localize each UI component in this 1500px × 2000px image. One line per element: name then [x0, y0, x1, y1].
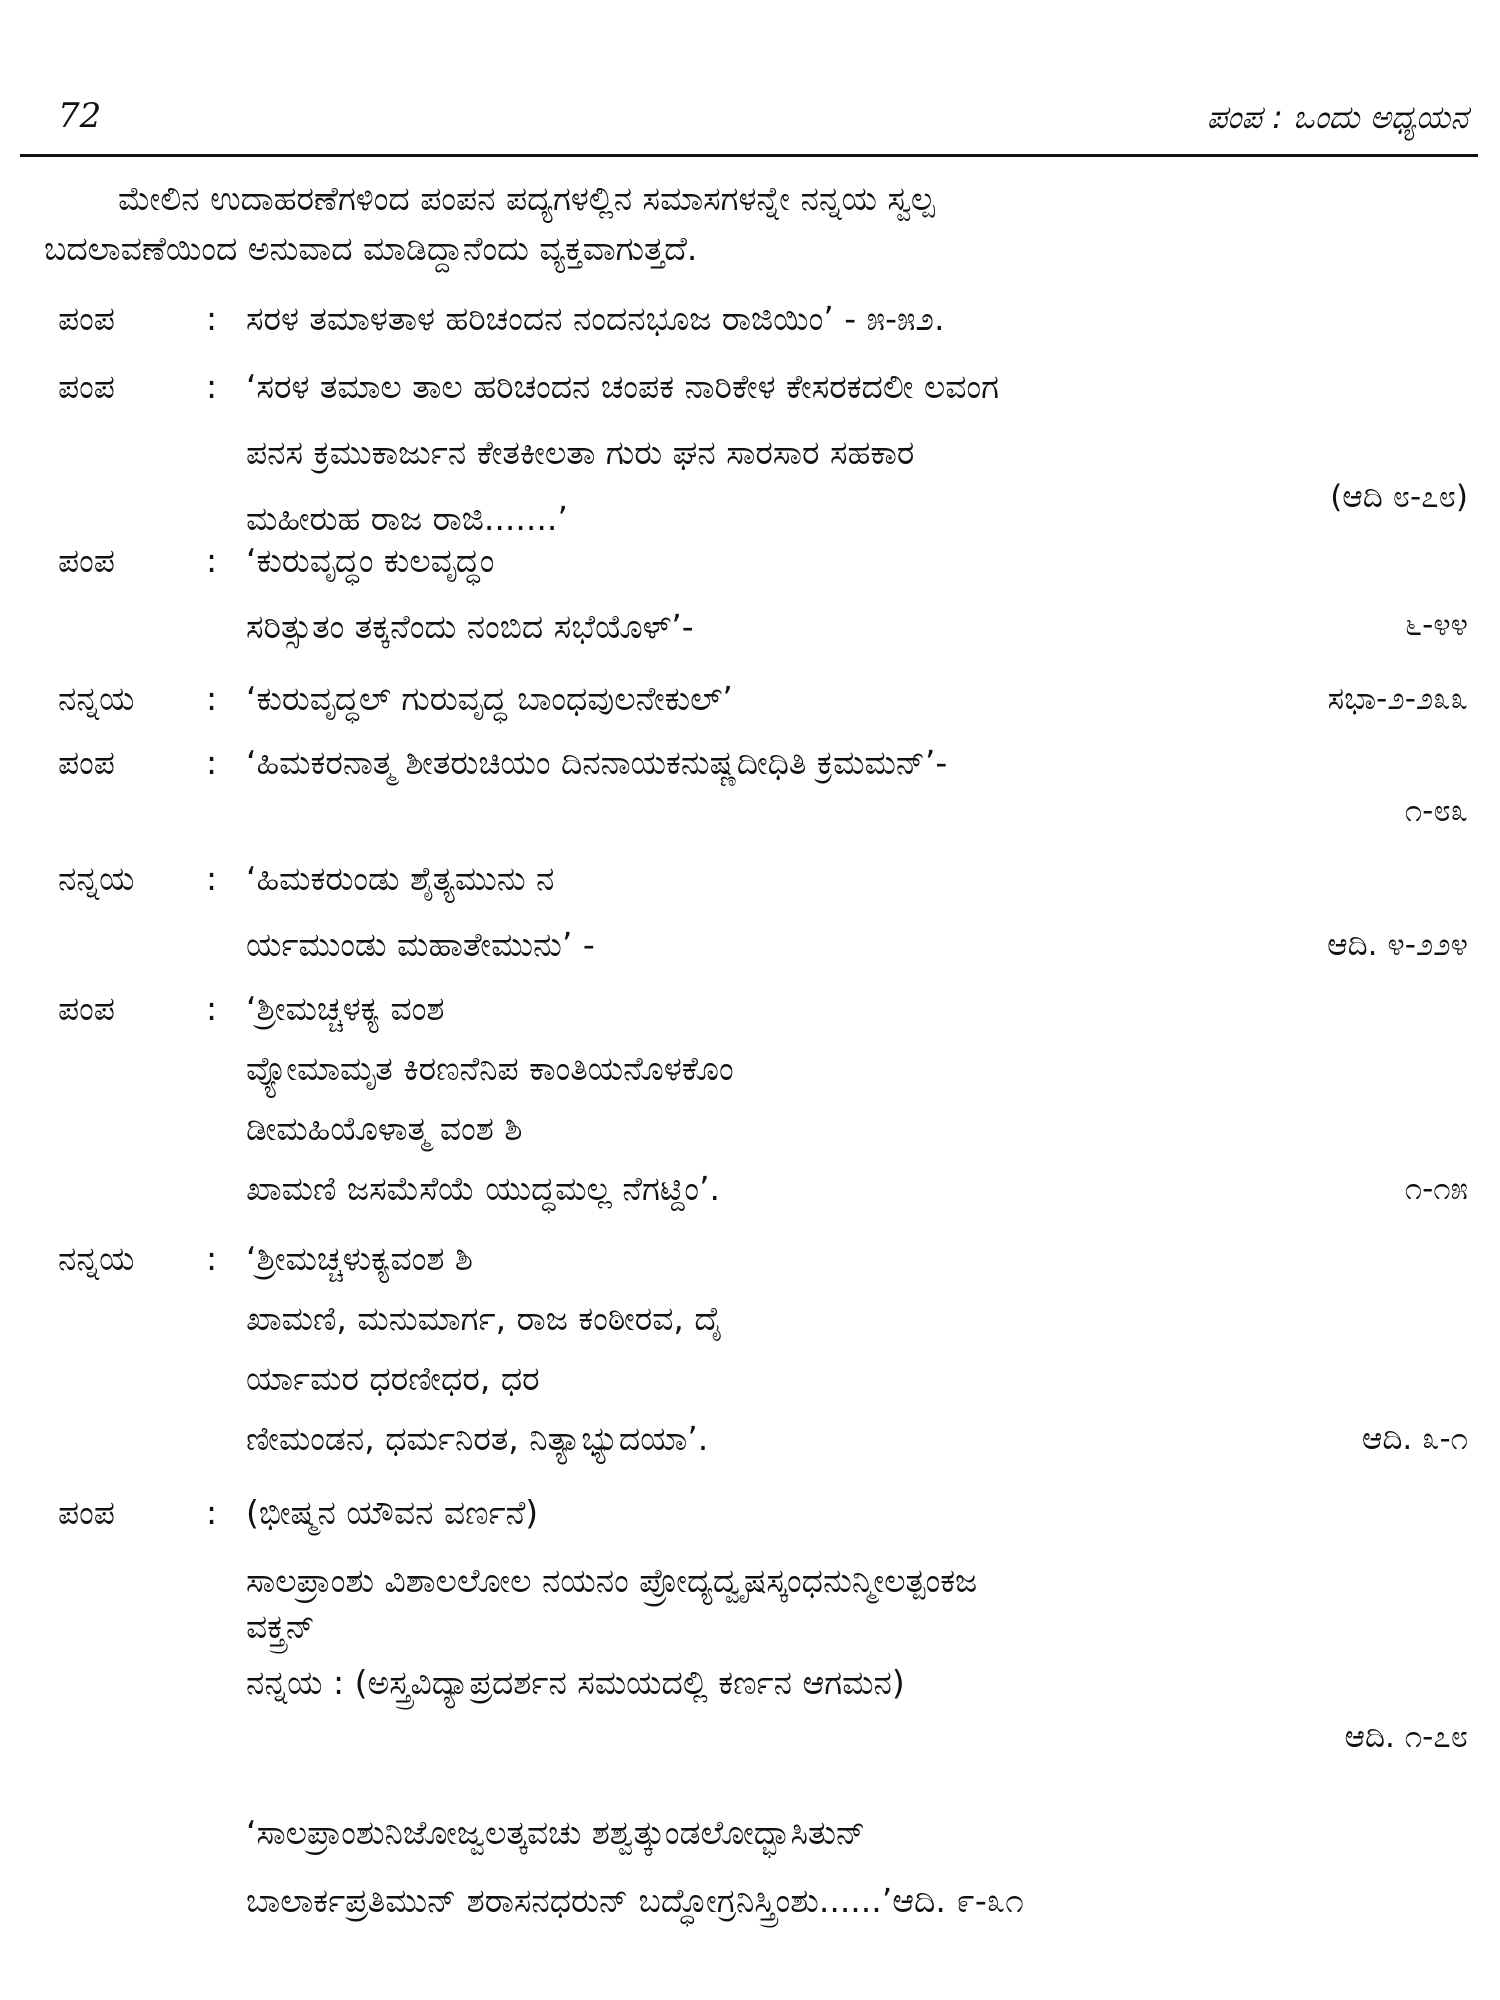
quote-entry: [58, 364, 1468, 544]
speaker-colon: :: [206, 859, 218, 898]
quote-line: ಖಾಮಣಿ ಜಸಮೆಸೆಯೆ ಯುದ್ಧಮಲ್ಲ ನೆಗಟ್ದಿಂ’.: [246, 1169, 720, 1208]
quote-line: (ಭೀಷ್ಮನ ಯೌವನ ವರ್ಣನೆ): [246, 1493, 539, 1532]
verse-reference: ಆದಿ. ೪-೨೨೪: [1327, 927, 1468, 963]
quote-line: ವಕ್ತ್ರನ್: [246, 1607, 315, 1646]
verse-reference: ಆದಿ. ೩-೧: [1361, 1421, 1468, 1457]
speaker-colon: :: [206, 541, 218, 580]
quote-line: ‘ಹಿಮಕರುಂಡು ಶೈತ್ಯಮುನು ನ: [246, 859, 555, 898]
header-rule: [20, 154, 1478, 157]
quote-line: ವ್ಯೋಮಾಮೃತ ಕಿರಣನೆನಿಪ ಕಾಂತಿಯನೊಳಕೊಂ: [246, 1049, 734, 1088]
quote-entry: [58, 538, 1468, 658]
quote-line: ನನ್ನಯ : (ಅಸ್ತ್ರವಿದ್ಯಾಪ್ರದರ್ಶನ ಸಮಯದಲ್ಲಿ ಕರ್ಣನ ಆಗಮನ): [246, 1663, 905, 1702]
speaker-label: ಪಂಪ: [58, 367, 115, 406]
speaker-colon: :: [206, 299, 218, 338]
speaker-label: ಪಂಪ: [58, 743, 115, 782]
verse-reference: ೧-೧೫: [1404, 1171, 1468, 1207]
speaker-label: ಪಂಪ: [58, 541, 115, 580]
quote-lines: [246, 1810, 1468, 1944]
quote-line: ಖಾಮಣಿ, ಮನುಮಾರ್ಗ, ರಾಜ ಕಂಠೀರವ, ದೈ: [246, 1299, 723, 1338]
quote-line: ಮಹೀರುಹ ರಾಜ ರಾಜಿ.......’: [246, 499, 568, 538]
quote-line: ‘ಕುರುವೃದ್ಧಂ ಕುಲವೃದ್ಧಂ: [246, 541, 495, 580]
quote-line: ಡೀಮಹಿಯೊಳಾತ್ಮ ವಂಶ ಶಿ: [246, 1109, 523, 1148]
quote-lines: [246, 740, 1468, 806]
quote-entry: [58, 1490, 1468, 1770]
quote-line: ‘ಶ್ರೀಮಚ್ಚಳಕ್ಯ ವಂಶ: [246, 989, 445, 1028]
verse-reference: ೧-೮೩: [1404, 793, 1468, 829]
quote-line: ‘ಸಾಲಪ್ರಾಂಶುನಿಜೋಜ್ವಲತ್ಕವಚು ಶಶ್ವತ್ಕುಂಡಲೋದ್ಭಾಸಿತುನ್: [246, 1813, 866, 1852]
quote-line: ಬಾಲಾರ್ಕಪ್ರತಿಮುನ್ ಶರಾಸನಧರುನ್ ಬದ್ಧೋಗ್ರನಿಸ್ತ್ರಿಂಶು......’ಆದಿ. ೯-೩೧: [246, 1881, 1024, 1920]
speaker-colon: :: [206, 367, 218, 406]
speaker-label: ನನ್ನಯ: [58, 679, 135, 718]
speaker-colon: :: [206, 1493, 218, 1532]
verse-reference: (ಆದಿ ೮-೭೮): [1330, 479, 1468, 515]
quote-lines: [246, 676, 1468, 742]
verse-reference: ಆದಿ. ೧-೭೮: [1344, 1719, 1468, 1755]
quote-entry: [58, 1236, 1468, 1486]
speaker-colon: :: [206, 1239, 218, 1278]
intro-line-1: ಮೇಲಿನ ಉದಾಹರಣೆಗಳಿಂದ ಪಂಪನ ಪದ್ಯಗಳಲ್ಲಿನ ಸಮಾಸಗಳನ್ನೇ ನನ್ನಯ ಸ್ವಲ್ಪ: [118, 179, 935, 218]
quote-lines: [246, 296, 1468, 362]
quote-lines: [246, 1490, 1468, 1726]
quote-lines: [246, 364, 1468, 562]
quote-lines: [246, 538, 1468, 670]
speaker-label: ಪಂಪ: [58, 989, 115, 1028]
quote-line: ‘ಹಿಮಕರನಾತ್ಮ ಶೀತರುಚಿಯಂ ದಿನನಾಯಕನುಷ್ಣದೀಧಿತಿ ಕ್ರಮಮನ್’-: [246, 743, 948, 782]
speaker-label: ಪಂಪ: [58, 299, 115, 338]
quote-line: ‘ಕುರುವೃದ್ಧಲ್ ಗುರುವೃದ್ಧ ಬಾಂಧವುಲನೇಕುಲ್’: [246, 679, 733, 718]
quote-line: ರ್ಯಮುಂಡು ಮಹಾತೇಮುನು’ -: [246, 925, 595, 964]
quote-line: ಸಾಲಪ್ರಾಂಶು ವಿಶಾಲಲೋಲ ನಯನಂ ಪ್ರೋದ್ಯದ್ವೃಷಸ್ಕಂಧನುನ್ಮೀಲತ್ಪಂಕಜ: [246, 1561, 978, 1600]
page-header: [58, 96, 1468, 146]
quote-entry: [58, 856, 1468, 976]
speaker-colon: :: [206, 743, 218, 782]
quote-line: ‘ಶ್ರೀಮಚ್ಚಳುಕ್ಯವಂಶ ಶಿ: [246, 1239, 473, 1278]
quote-lines: [246, 1236, 1468, 1476]
verse-reference: ೬-೪೪: [1404, 607, 1468, 643]
quote-line: ಣೀಮಂಡನ, ಧರ್ಮನಿರತ, ನಿತ್ಯಾಭ್ಯುದಯಾ’.: [246, 1419, 709, 1458]
quote-entry: [58, 986, 1468, 1236]
quote-line: ಸರಿತ್ಸುತಂ ತಕ್ಕನೆಂದು ನಂಬಿದ ಸಭೆಯೊಳ್’-: [246, 607, 694, 646]
quote-entry: [58, 740, 1468, 840]
quote-line: ಸರಳ ತಮಾಳತಾಳ ಹರಿಚಂದನ ನಂದನಭೂಜ ರಾಜಿಯಿಂ’ - ೫-೫೨.: [246, 299, 945, 338]
quote-lines: [246, 856, 1468, 988]
speaker-label: ನನ್ನಯ: [58, 1239, 135, 1278]
verse-reference: ಸಭಾ-೨-೨೩೩: [1327, 681, 1468, 717]
speaker-label: ನನ್ನಯ: [58, 859, 135, 898]
page-number: 72: [58, 96, 102, 136]
quote-line: ಪನಸ ಕ್ರಮುಕಾರ್ಜುನ ಕೇತಕೀಲತಾ ಗುರು ಘನ ಸಾರಸಾರ ಸಹಕಾರ: [246, 433, 915, 472]
quote-entry: [58, 1810, 1468, 1930]
running-title: ಪಂಪ : ಒಂದು ಅಧ್ಯಯನ: [1206, 98, 1468, 136]
quote-line: ‘ಸರಳ ತಮಾಲ ತಾಲ ಹರಿಚಂದನ ಚಂಪಕ ನಾರಿಕೇಳ ಕೇಸರಕದಲೀ ಲವಂಗ: [246, 367, 999, 406]
quote-lines: [246, 986, 1468, 1226]
intro-line-2: ಬದಲಾವಣೆಯಿಂದ ಅನುವಾದ ಮಾಡಿದ್ದಾನೆಂದು ವ್ಯಕ್ತವಾಗುತ್ತದೆ.: [44, 229, 698, 268]
speaker-colon: :: [206, 679, 218, 718]
speaker-label: ಪಂಪ: [58, 1493, 115, 1532]
speaker-colon: :: [206, 989, 218, 1028]
quote-line: ರ್ಯಾಮರ ಧರಣೀಧರ, ಧರ: [246, 1359, 540, 1398]
